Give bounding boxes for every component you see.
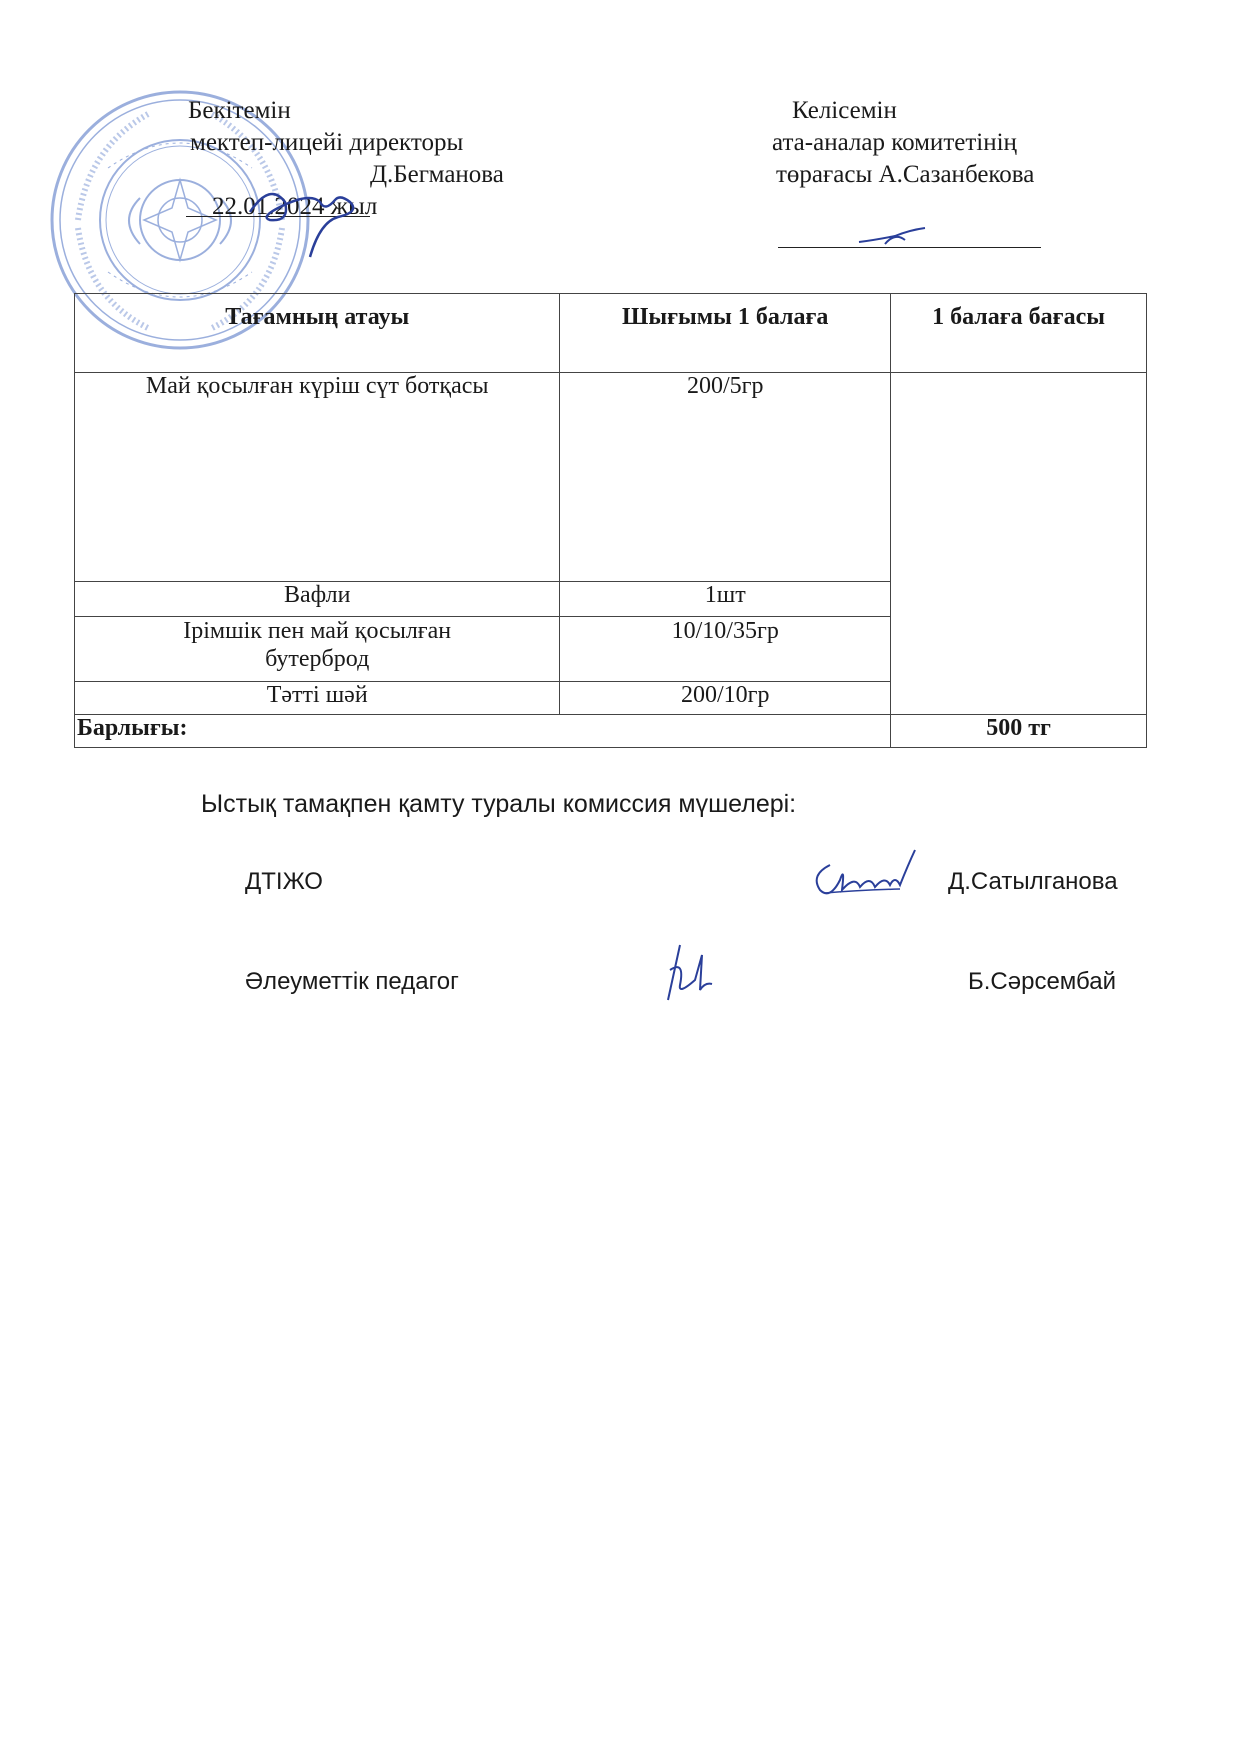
agreement-block xyxy=(768,95,1034,191)
table-row xyxy=(75,373,1147,582)
agreement-chair-name: төрағасы А.Сазанбекова xyxy=(776,161,1035,188)
member-signature xyxy=(800,845,925,905)
dish-portion: 10/10/35гр xyxy=(560,617,891,682)
approval-director-name: Д.Бегманова xyxy=(370,161,504,188)
agreement-committee: ата-аналар комитетінің xyxy=(772,129,1017,156)
dish-name: Ірімшік пен май қосылған бутерброд xyxy=(75,617,560,682)
member-role: Әлеуметтік педагог xyxy=(245,968,459,995)
member-role: ДТІЖО xyxy=(245,868,323,895)
header-dish-name: Тағамның атауы xyxy=(75,294,560,373)
agreement-title: Келісемін xyxy=(792,97,897,124)
total-row xyxy=(75,715,1147,748)
total-value: 500 тг xyxy=(891,715,1147,748)
total-label: Барлығы: xyxy=(75,715,891,748)
dish-portion: 1шт xyxy=(560,582,891,617)
dish-name: Май қосылған күріш сүт ботқасы xyxy=(75,373,560,582)
header-portion: Шығымы 1 балаға xyxy=(560,294,891,373)
member-name: Д.Сатылганова xyxy=(948,868,1118,895)
dish-name: Вафли xyxy=(75,582,560,617)
member-name: Б.Сәрсембай xyxy=(968,968,1116,995)
director-signature xyxy=(240,172,370,262)
commission-title: Ыстық тамақпен қамту туралы комиссия мүшелері: xyxy=(201,790,797,818)
menu-table xyxy=(74,293,1147,748)
header-price: 1 балаға бағасы xyxy=(891,294,1147,373)
member-signature xyxy=(650,940,730,1010)
approval-date: 22.01.2024 жыл xyxy=(212,193,378,220)
price-cell xyxy=(891,373,1147,715)
table-header-row xyxy=(75,294,1147,373)
dish-name: Тәтті шәй xyxy=(75,682,560,715)
approval-title: Бекітемін xyxy=(188,97,291,124)
chair-signature xyxy=(855,222,935,252)
approval-position: мектеп-лицейі директоры xyxy=(190,129,464,156)
dish-portion: 200/10гр xyxy=(560,682,891,715)
dish-portion: 200/5гр xyxy=(560,373,891,582)
